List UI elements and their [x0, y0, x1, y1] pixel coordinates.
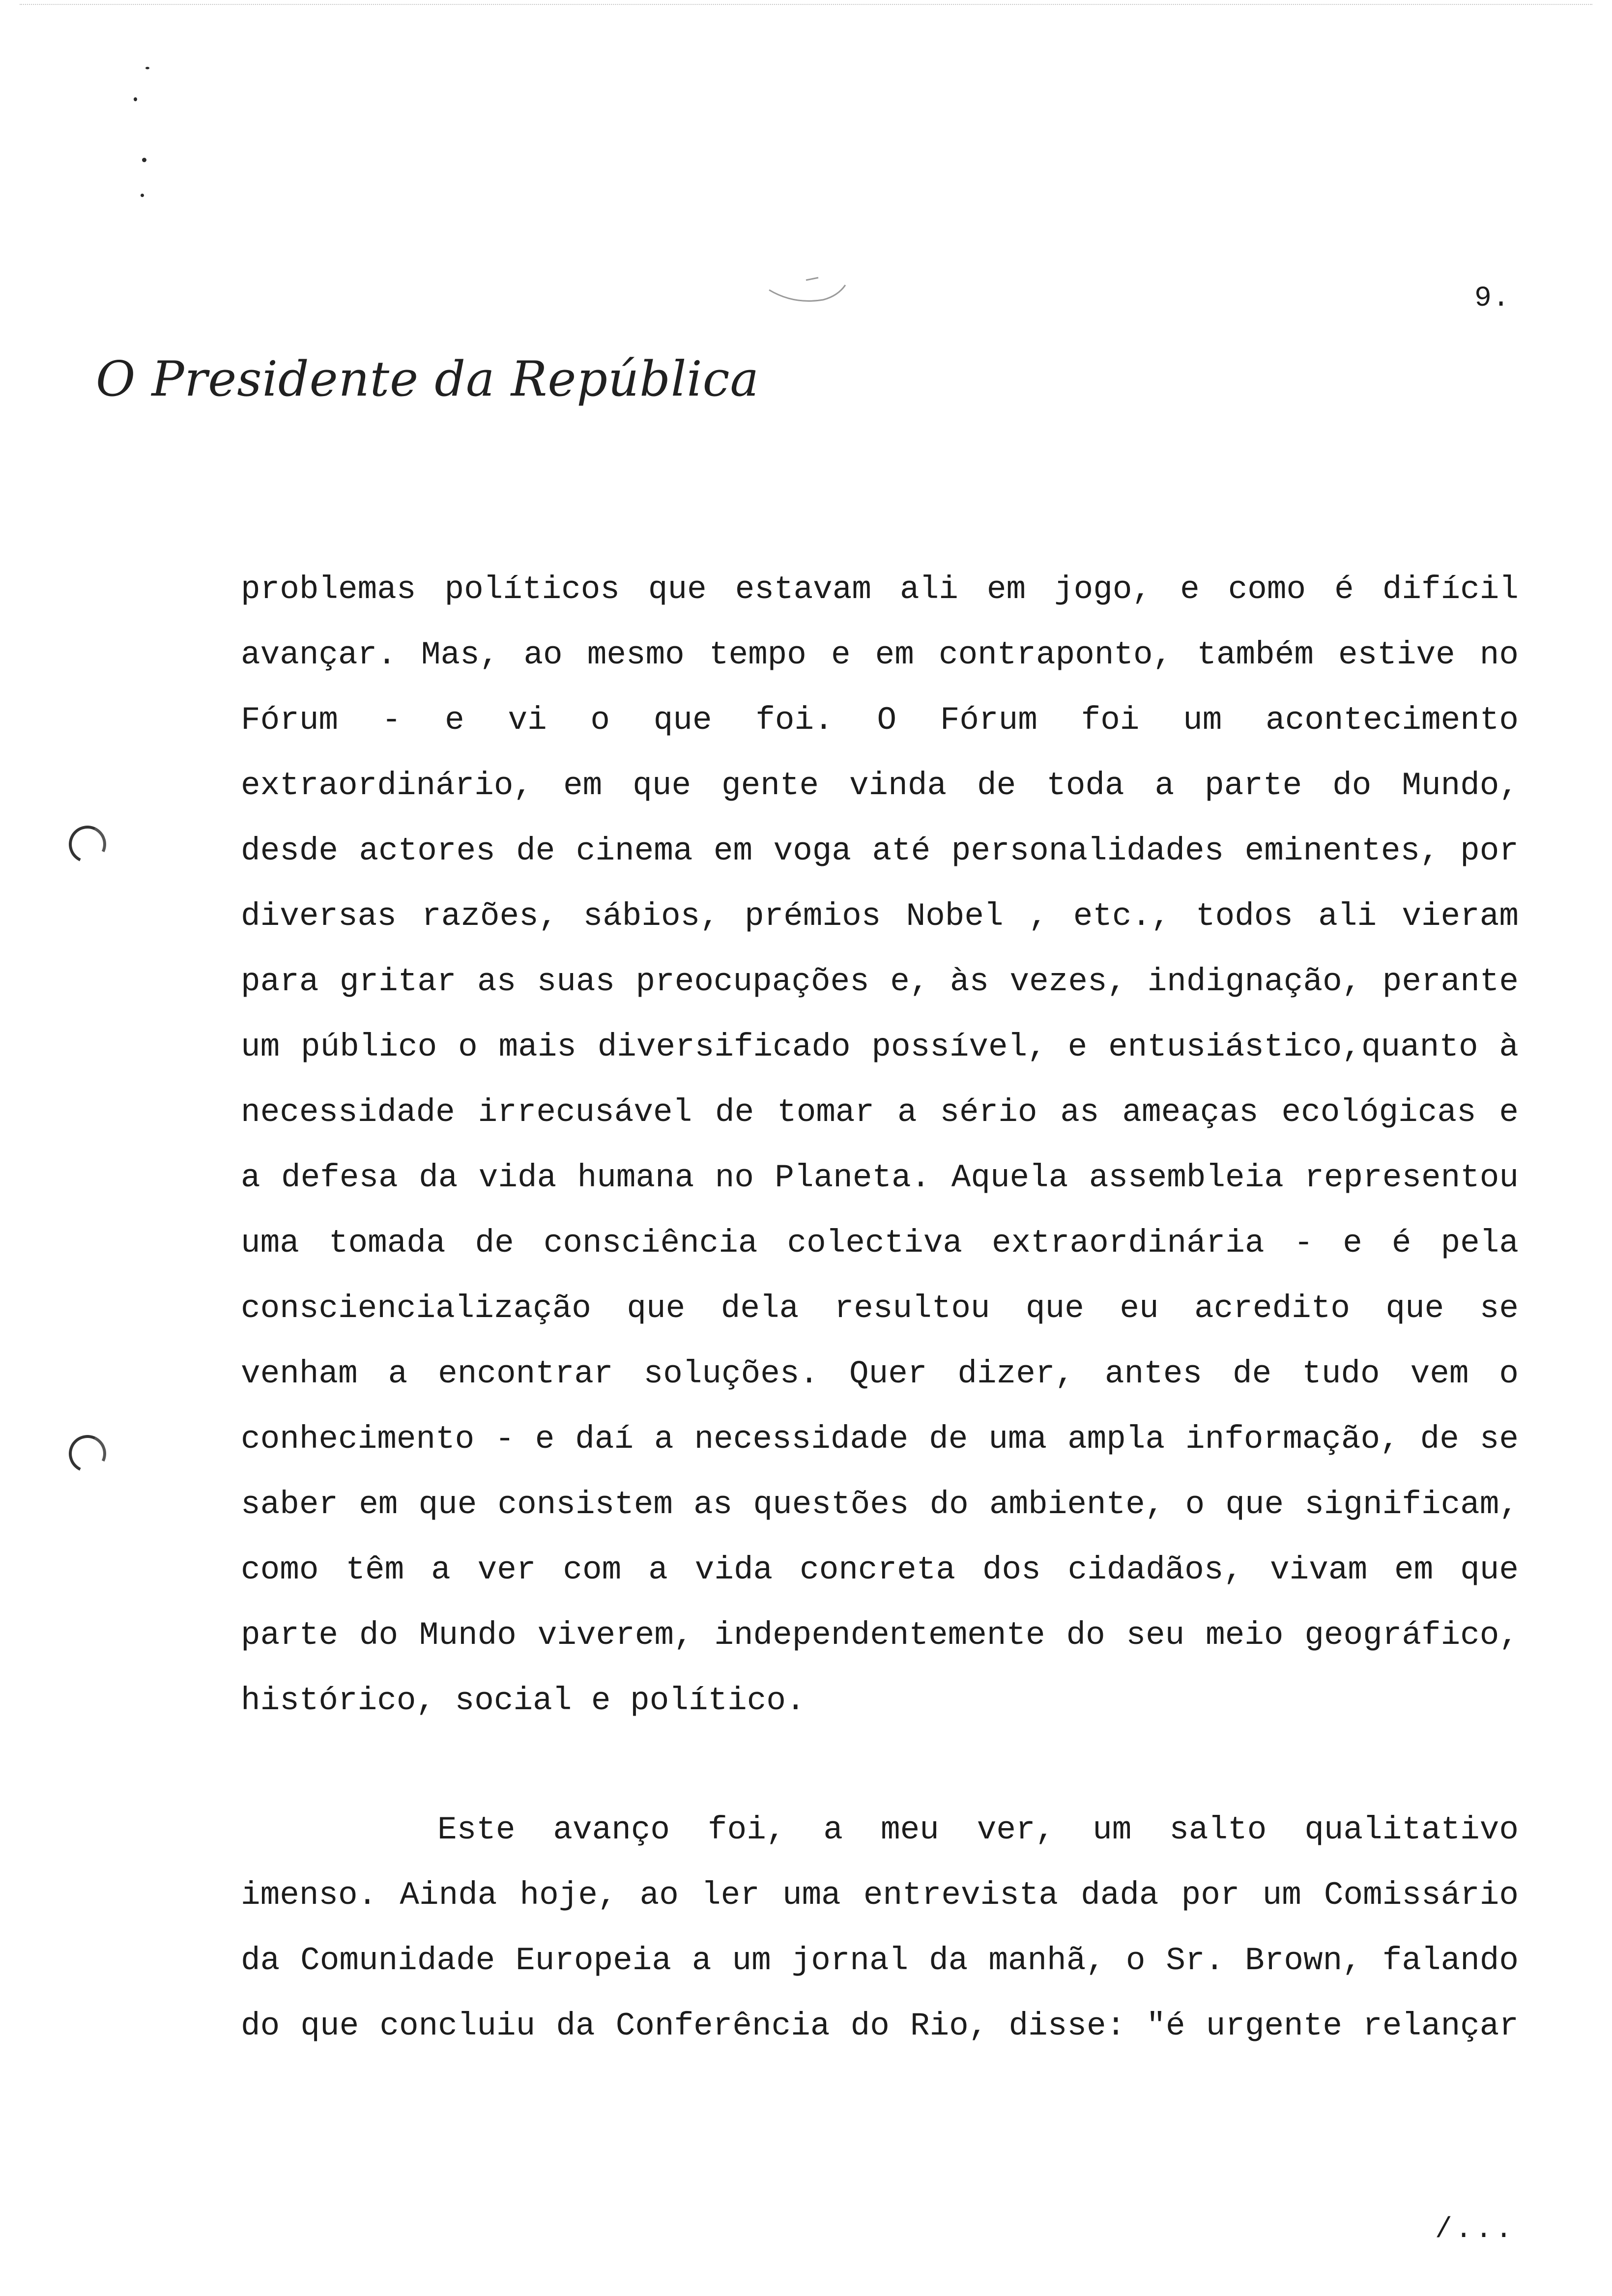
text-line: Este avanço foi, a meu ver, um salto qualitativo [437, 1811, 1519, 1848]
text-line: Fórum - e vi o que foi. O Fórum foi um acontecimento [241, 702, 1519, 739]
text-line: a defesa da vida humana no Planeta. Aquela assembleia representou [241, 1159, 1519, 1196]
text-line: problemas políticos que estavam ali em jogo, e como é difícil [241, 571, 1519, 608]
text-line: histórico, social e político. [241, 1682, 806, 1719]
text-line: extraordinário, em que gente vinda de toda a parte do Mundo, [241, 767, 1519, 804]
text-line: como têm a ver com a vida concreta dos cidadãos, vivam em que [241, 1551, 1519, 1588]
text-line: avançar. Mas, ao mesmo tempo e em contraponto, também estive no [241, 636, 1519, 673]
scan-speck [145, 67, 149, 69]
text-line: desde actores de cinema em voga até personalidades eminentes, por [241, 832, 1519, 869]
continuation-mark: /... [1435, 2214, 1516, 2246]
text-line: um público o mais diversificado possível, e entusiástico,quanto à [241, 1029, 1519, 1065]
binder-hole [63, 1430, 111, 1477]
letterhead-title: O Presidente da República [96, 351, 759, 407]
scan-speck [142, 158, 146, 162]
text-line: diversas razões, sábios, prémios Nobel , etc., todos ali vieram [241, 898, 1519, 935]
binder-hole [63, 820, 111, 868]
text-line: da Comunidade Europeia a um jornal da manhã, o Sr. Brown, falando [241, 1942, 1519, 1979]
text-line: do que concluiu da Conferência do Rio, disse: "é urgente relançar [241, 2008, 1519, 2044]
text-line: saber em que consistem as questões do ambiente, o que significam, [241, 1486, 1519, 1523]
text-line: parte do Mundo viverem, independentemente do seu meio geográfico, [241, 1617, 1519, 1654]
scan-top-edge [20, 4, 1592, 5]
faint-scan-mark [764, 265, 863, 310]
scan-speck [141, 194, 144, 197]
text-line: conhecimento - e daí a necessidade de uma ampla informação, de se [241, 1421, 1519, 1458]
text-line: uma tomada de consciência colectiva extraordinária - e é pela [241, 1225, 1519, 1262]
scan-speck [134, 97, 137, 101]
text-line: imenso. Ainda hoje, ao ler uma entrevista dada por um Comissário [241, 1877, 1519, 1914]
page-number: 9. [1474, 283, 1511, 315]
text-line: venham a encontrar soluções. Quer dizer, antes de tudo vem o [241, 1355, 1519, 1392]
text-line: para gritar as suas preocupações e, às vezes, indignação, perante [241, 963, 1519, 1000]
text-line: necessidade irrecusável de tomar a sério as ameaças ecológicas e [241, 1094, 1519, 1131]
text-line: consciencialização que dela resultou que eu acredito que se [241, 1290, 1519, 1327]
